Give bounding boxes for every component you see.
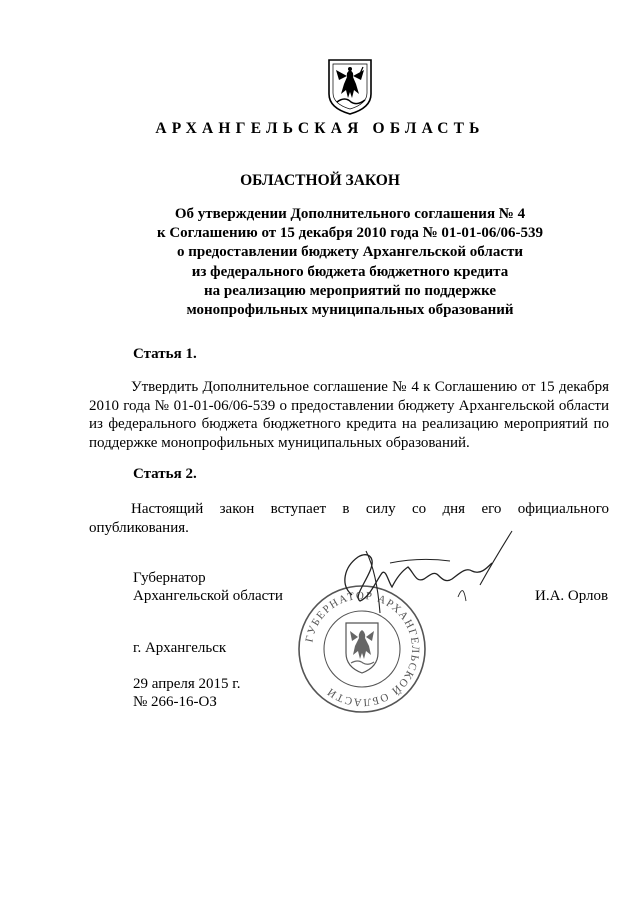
title-line: к Соглашению от 15 декабря 2010 года № 01-01-06/06-539 xyxy=(156,225,544,242)
seal-text: ГУБЕРНАТОР АРХАНГЕЛЬСКОЙ ОБЛАСТИ xyxy=(303,589,422,709)
article-1-text: Утвердить Дополнительное соглашение № 4 к Соглашению от 15 декабря 2010 года № 01-01-06/06-539 о предоставлении бюджету Архангельской области из федерального бюджета бюджетного кредита на реализацию мероприятий по поддержке монопрофильных муниципальных образований. xyxy=(89,379,609,451)
title-line: на реализацию мероприятий по поддержке xyxy=(203,282,497,299)
city: г. Архангельск xyxy=(133,640,227,656)
title-line: из федерального бюджета бюджетного кредита xyxy=(191,263,509,280)
signatory-name: И.А. Орлов xyxy=(535,588,609,604)
title-line: Об утверждении Дополнительного соглашения № 4 xyxy=(174,206,526,222)
article-2-heading: Статья 2. xyxy=(133,466,197,482)
signatory-position: Губернатор xyxy=(133,570,206,586)
handwritten-signature-icon xyxy=(330,527,525,622)
article-1-heading: Статья 1. xyxy=(133,346,197,362)
law-title xyxy=(70,205,630,320)
law-number: № 266-16-ОЗ xyxy=(133,694,217,710)
title-line: о предоставлении бюджету Архангельской области xyxy=(176,244,524,261)
document-type: ОБЛАСТНОЙ ЗАКОН xyxy=(240,172,400,189)
archangel-coat-of-arms-icon xyxy=(327,58,373,116)
article-2-text: Настоящий закон вступает в силу со дня его официального опубликования. xyxy=(89,501,609,536)
title-line: монопрофильных муниципальных образований xyxy=(186,302,514,319)
region-title: АРХАНГЕЛЬСКАЯ ОБЛАСТЬ xyxy=(155,120,485,137)
date: 29 апреля 2015 г. xyxy=(133,676,241,692)
signatory-region: Архангельской области xyxy=(133,588,283,604)
